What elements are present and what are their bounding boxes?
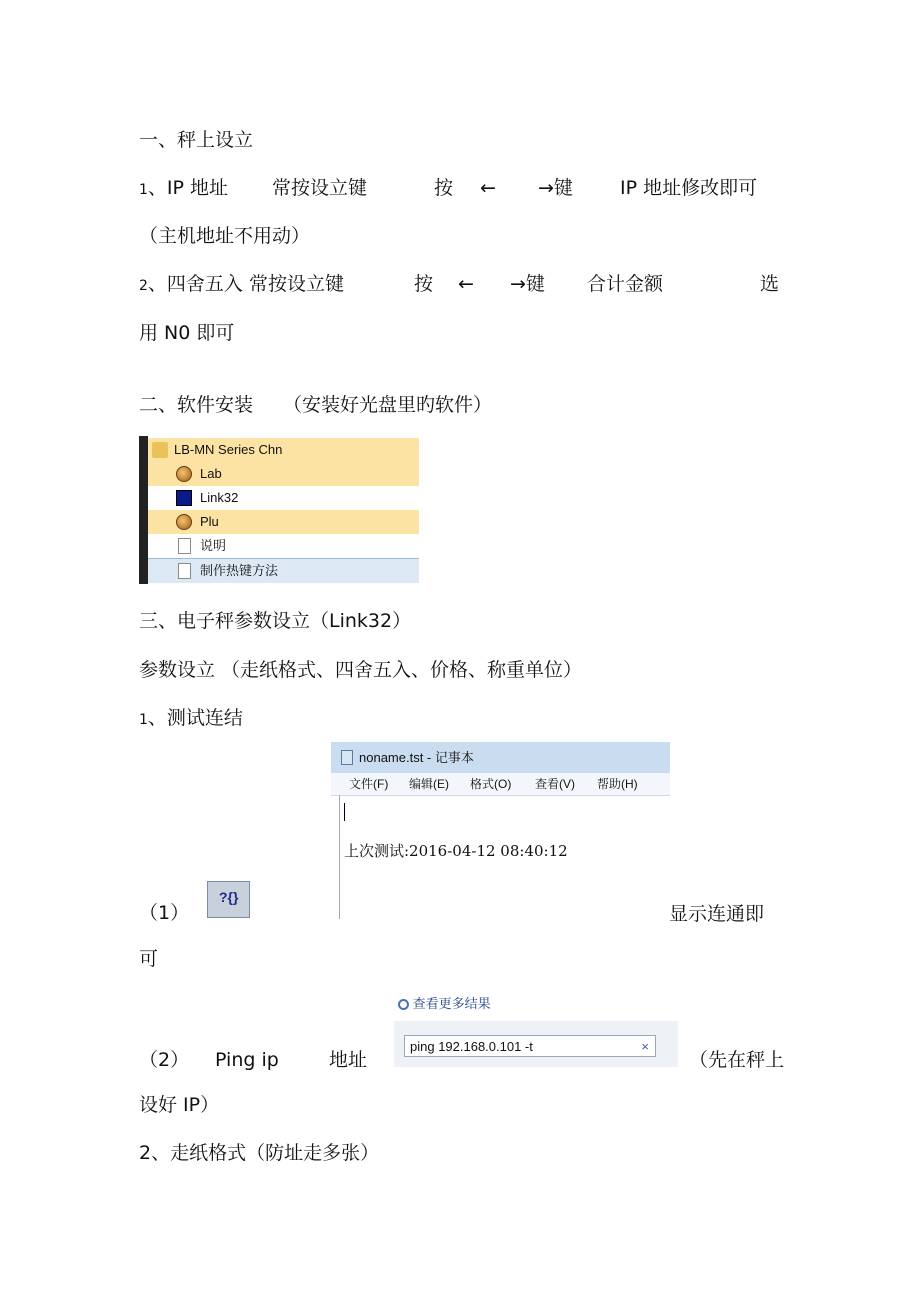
test-connection-label: 、测试连结 xyxy=(147,707,243,729)
item-number: 2 xyxy=(139,278,148,294)
folder-label: LB-MN Series Chn xyxy=(174,442,283,457)
tree-item-plu[interactable] xyxy=(148,510,419,534)
press-text: 按 xyxy=(434,177,454,199)
step1-label: （1） xyxy=(139,902,190,924)
item-number: 1 xyxy=(139,182,148,198)
search-input-value: ping 192.168.0.101 -t xyxy=(410,1039,533,1054)
section3-item2: 2、走纸格式（防址走多张） xyxy=(139,1142,380,1164)
search-icon xyxy=(398,999,409,1010)
test-button-icon: ?{} xyxy=(219,889,239,905)
section3-heading: 三、电子秤参数设立（Link32） xyxy=(139,610,412,632)
tree-folder-row[interactable] xyxy=(148,438,419,462)
menu-file[interactable]: 文件(F) xyxy=(349,777,389,791)
host-note: （主机地址不用动） xyxy=(139,225,311,247)
section3-item1 xyxy=(139,706,243,732)
press-text-2: 按 xyxy=(414,273,434,295)
clear-icon[interactable]: × xyxy=(641,1039,649,1054)
document-icon xyxy=(178,563,191,579)
params-text: 参数设立 （走纸格式、四舍五入、价格、称重单位） xyxy=(139,659,583,681)
link32-icon xyxy=(176,490,192,506)
item-number: 1 xyxy=(139,712,148,728)
text-caret xyxy=(344,803,345,821)
menu-view[interactable]: 查看(V) xyxy=(535,777,575,791)
ip-label: 、IP 地址 xyxy=(147,177,229,199)
menu-help[interactable]: 帮助(H) xyxy=(597,777,638,791)
notepad-editor[interactable] xyxy=(339,795,670,919)
select-text: 选 xyxy=(760,273,780,295)
arrow-right-icon: →键 xyxy=(538,177,573,199)
folder-icon xyxy=(152,442,168,458)
tree-item-readme[interactable] xyxy=(148,534,419,558)
search-more-link[interactable] xyxy=(398,993,491,1012)
step2-label: （2） xyxy=(139,1049,190,1071)
menu-format[interactable]: 格式(O) xyxy=(470,777,512,791)
app-icon xyxy=(176,514,192,530)
notepad-title: noname.tst - 记事本 xyxy=(359,750,474,765)
use-n0-text: 用 N0 即可 xyxy=(139,322,235,344)
test-connection-button[interactable] xyxy=(207,881,250,918)
tree-item-label: Plu xyxy=(200,514,219,529)
notepad-icon xyxy=(341,750,353,765)
menu-edit[interactable]: 编辑(E) xyxy=(409,777,449,791)
tree-item-label: Lab xyxy=(200,466,222,481)
arrow-left-icon-2: ← xyxy=(458,273,474,295)
notepad-content: 上次测试:2016-04-12 08:40:12 xyxy=(344,842,568,860)
tree-item-hotkey[interactable] xyxy=(148,558,419,583)
arrow-right-icon-2: →键 xyxy=(510,273,545,295)
document-icon xyxy=(178,538,191,554)
long-press-text: 常按设立键 xyxy=(272,177,368,199)
total-amount-text: 合计金额 xyxy=(587,273,664,295)
arrow-left-icon: ← xyxy=(480,177,496,199)
notepad-titlebar xyxy=(331,742,670,773)
step1-result: 显示连通即 xyxy=(669,903,765,925)
address-text: 地址 xyxy=(329,1049,368,1071)
search-panel xyxy=(394,1021,678,1067)
section1-heading: 一、秤上设立 xyxy=(139,129,254,151)
tree-item-label: 制作热键方法 xyxy=(200,563,279,578)
step2-note: （先在秤上 xyxy=(689,1049,785,1071)
search-input[interactable] xyxy=(404,1035,656,1057)
file-tree xyxy=(139,436,419,584)
search-more-label: 查看更多结果 xyxy=(412,996,491,1011)
ip-modify-text: IP 地址修改即可 xyxy=(620,177,758,199)
section1-item2 xyxy=(139,272,344,298)
notepad-window xyxy=(331,742,670,919)
ping-ip-text: Ping ip xyxy=(215,1049,279,1071)
step2-note-cont: 设好 IP） xyxy=(139,1094,220,1116)
step1-result-cont: 可 xyxy=(139,948,159,970)
notepad-menubar xyxy=(331,773,670,796)
install-note: （安装好光盘里旳软件） xyxy=(283,394,493,416)
tree-item-link32[interactable] xyxy=(148,486,419,510)
tree-item-label: 说明 xyxy=(200,538,227,553)
section1-item1 xyxy=(139,176,228,202)
tree-item-label: Link32 xyxy=(200,490,239,505)
rounding-text: 、四舍五入 常按设立键 xyxy=(147,273,344,295)
app-icon xyxy=(176,466,192,482)
section2-heading: 二、软件安装 （安装好光盘里旳软件） xyxy=(139,394,493,416)
tree-item-lab[interactable] xyxy=(148,462,419,486)
